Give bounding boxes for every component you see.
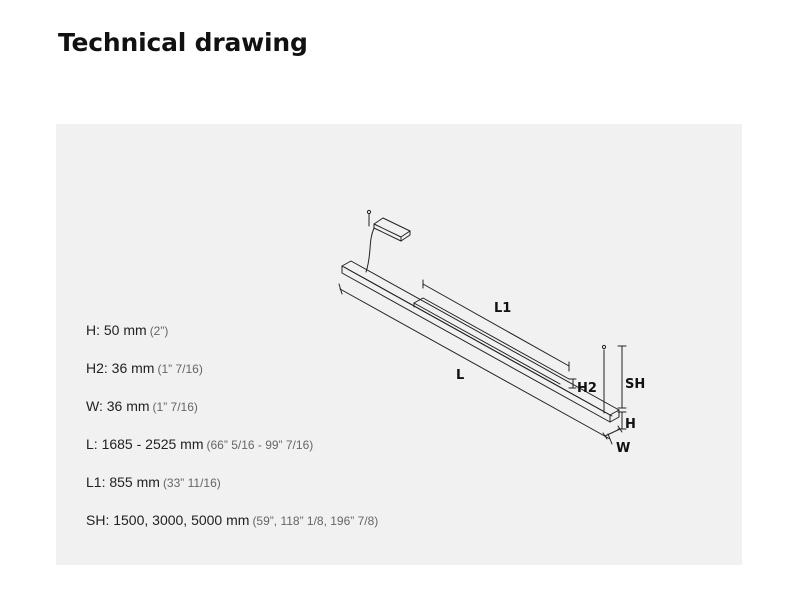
spec-value: L1: 855 mm [86,474,160,490]
technical-drawing-panel [56,124,742,565]
label-h2: H2 [577,381,597,396]
power-cable [366,228,374,272]
spec-value: H2: 36 mm [86,360,155,376]
spec-imperial: (59”, 118” 1/8, 196” 7/8) [252,514,379,528]
label-l1: L1 [494,301,512,316]
spec-imperial: (66” 5/16 - 99” 7/16) [206,438,314,452]
label-l: L [456,368,465,383]
ceiling-canopy [367,210,410,241]
spec-value: L: 1685 - 2525 mm [86,436,204,452]
spec-imperial: (33” 11/16) [162,476,221,490]
luminaire-drawing [56,124,742,565]
inner-module [414,298,569,384]
dimension-w [603,426,622,439]
spec-imperial: (1” 7/16) [157,362,203,376]
spec-value: H: 50 mm [86,322,147,338]
spec-value: SH: 1500, 3000, 5000 mm [86,512,250,528]
spec-value: W: 36 mm [86,398,150,414]
page-title: Technical drawing [58,28,308,57]
label-h: H [625,417,636,432]
dimension-l1 [423,280,569,371]
spec-imperial: (2”) [149,324,169,338]
dimension-h2 [569,379,576,388]
main-profile [342,261,619,422]
spec-imperial: (1” 7/16) [152,400,198,414]
suspension-wire [602,345,605,413]
label-sh: SH [625,377,646,392]
label-w: W [616,441,631,456]
dimension-l [339,284,612,444]
